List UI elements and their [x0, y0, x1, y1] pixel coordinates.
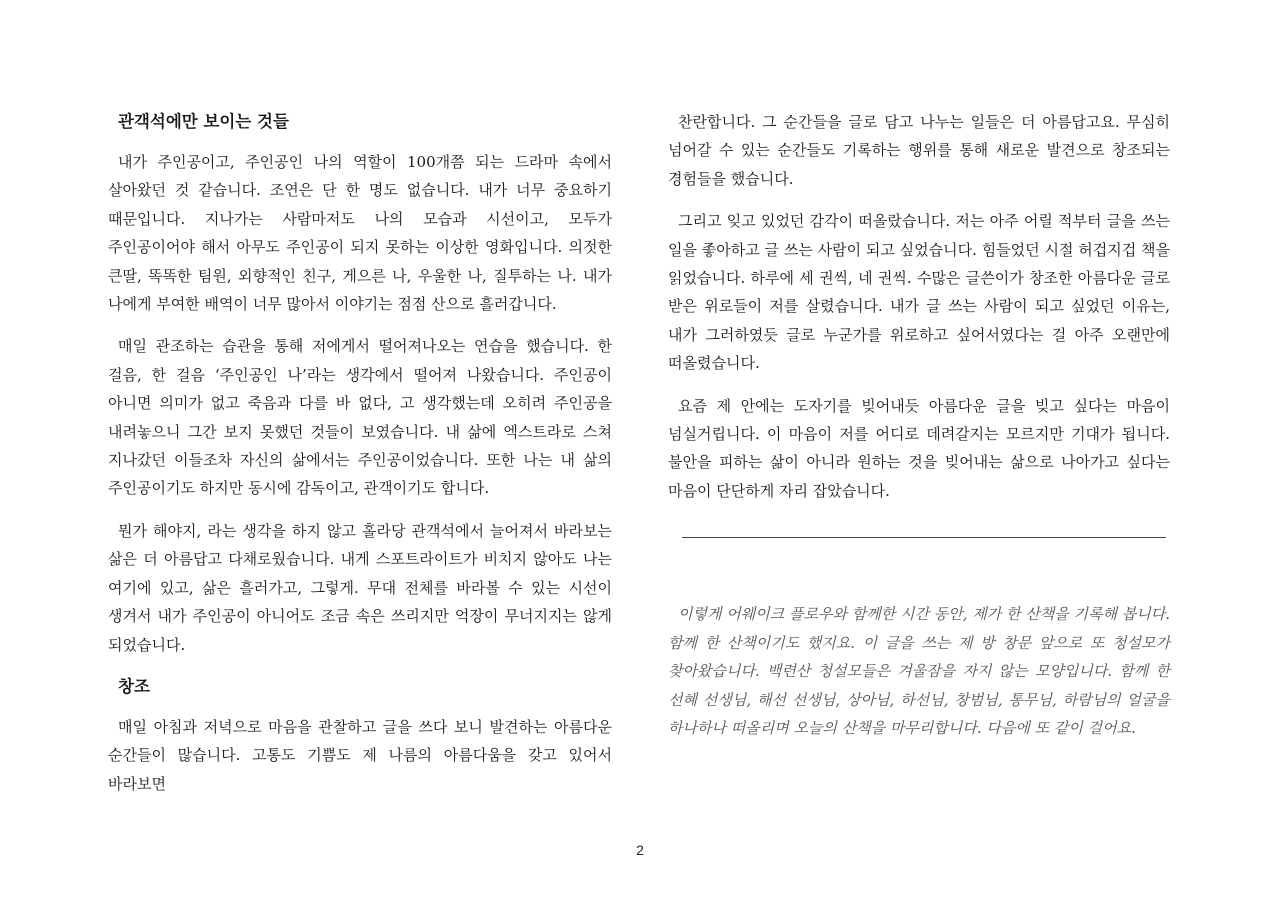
section-heading-spectator: 관객석에만 보이는 것들	[118, 112, 289, 131]
section-divider	[682, 537, 1166, 538]
body-paragraph: 매일 관조하는 습관을 통해 저에게서 떨어져나오는 연습을 했습니다. 한 걸음, 한 걸음 ‘주인공인 나’라는 생각에서 떨어져 나왔습니다. 주인공이 아니면 의미가 없고 죽음과 다를 바 없다, 고 생각했는데 오히려 주인공을 내려놓으니 그간 보지 못했던 것들이 보였습니다. 내 삶에 엑스트라로 스쳐 지나갔던 이들조차 자신의 삶에서는 주인공이었습니다. 또한 나는 내 삶의 주인공이기도 하지만 동시에 감독이고, 관객이기도 합니다.	[108, 337, 612, 498]
body-paragraph: 매일 아침과 저녁으로 마음을 관찰하고 글을 쓰다 보니 발견하는 아름다운 순간들이 많습니다. 고통도 기쁨도 제 나름의 아름다움을 갖고 있어서 바라보면	[108, 717, 612, 793]
body-paragraph: 내가 주인공이고, 주인공인 나의 역할이 100개쯤 되는 드라마 속에서 살아왔던 것 같습니다. 조연은 단 한 명도 없습니다. 내가 너무 중요하기 때문입니다. 지나가는 사람마저도 나의 모습과 시선이고, 모두가 주인공이어야 해서 아무도 주인공이 되지 못하는 이상한 영화입니다. 의젓한 큰딸, 똑똑한 팀원, 외향적인 친구, 게으른 나, 우울한 나, 질투하는 나. 내가 나에게 부여한 배역이 너무 많아서 이야기는 점점 산으로 흘러갑니다.	[108, 153, 612, 314]
afterword-text: 이렇게 어웨이크 플로우와 함께한 시간 동안, 제가 한 산책을 기록해 봅니다. 함께 한 산책이기도 했지요. 이 글을 쓰는 제 방 창문 앞으로 또 청설모가 찾아왔습니다. 백련산 청설모들은 겨울잠을 자지 않는 모양입니다. 함께 한 선혜 선생님, 해선 선생님, 상아님, 하선님, 창범님, 통무님, 하람님의 얼굴을 하나하나 떠올리며 오늘의 산책을 마무리합니다. 다음에 또 같이 걸어요.	[668, 605, 1170, 737]
left-column	[108, 108, 612, 812]
page-number: 2	[636, 842, 644, 858]
body-paragraph: 찬란합니다. 그 순간들을 글로 담고 나누는 일들은 더 아름답고요. 무심히 넘어갈 수 있는 순간들도 기록하는 행위를 통해 새로운 발견으로 창조되는 경험들을 했습니다.	[668, 113, 1170, 188]
body-paragraph: 뭔가 해야지, 라는 생각을 하지 않고 홀라당 관객석에서 늘어져서 바라보는 삶은 더 아름답고 다채로웠습니다. 내게 스포트라이트가 비치지 않아도 나는 여기에 있고, 삶은 흘러가고, 그렇게. 무대 전체를 바라볼 수 있는 시선이 생겨서 내가 주인공이 아니어도 조금 속은 쓰리지만 억장이 무너지지는 않게 되었습니다.	[108, 521, 612, 654]
right-column	[668, 108, 1170, 756]
section-heading-creation: 창조	[118, 676, 150, 696]
body-paragraph: 요즘 제 안에는 도자기를 빚어내듯 아름다운 글을 빚고 싶다는 마음이 넘실거립니다. 이 마음이 저를 어디로 데려갈지는 모르지만 기대가 됩니다. 불안을 피하는 삶이 아니라 원하는 것을 빚어내는 삶으로 나아가고 싶다는 마음이 단단하게 자리 잡았습니다.	[668, 396, 1170, 500]
body-paragraph: 그리고 잊고 있었던 감각이 떠올랐습니다. 저는 아주 어릴 적부터 글을 쓰는 일을 좋아하고 글 쓰는 사람이 되고 싶었습니다. 힘들었던 시절 허겁지겁 책을 읽었습니다. 하루에 세 권씩, 네 권씩. 수많은 글쓴이가 창조한 아름다운 글로 받은 위로들이 저를 살렸습니다. 내가 글 쓰는 사람이 되고 싶었던 이유는, 내가 그러하였듯 글로 누군가를 위로하고 싶어서였다는 걸 아주 오랜만에 떠올렸습니다.	[668, 212, 1170, 373]
afterword-note	[668, 600, 1170, 742]
